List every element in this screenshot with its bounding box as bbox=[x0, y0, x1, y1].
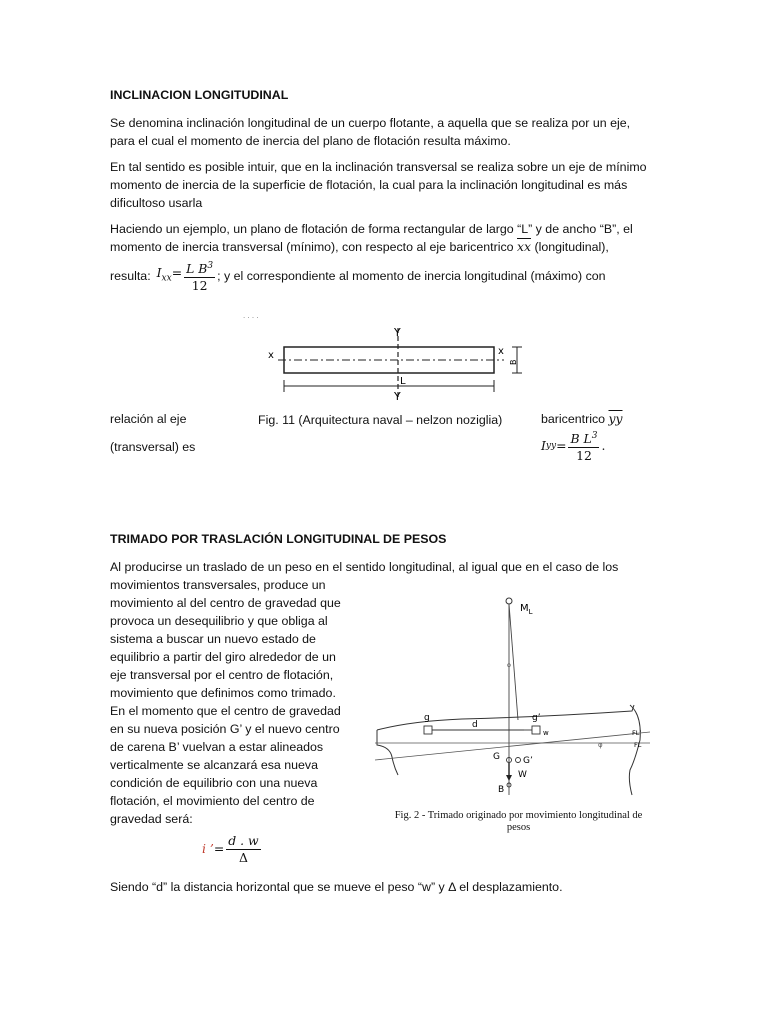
resulta-label: resulta: bbox=[110, 269, 151, 283]
paragraph-transversal: En tal sentido es posible intuir, que en la inclinación transversal se realiza sobre un eje de mínimo momento de inercia de la superficie de flotación, la cual para la inclinación longitudinal es más dificultoso usarla bbox=[110, 160, 647, 210]
fig2-g-prime-label: g’ bbox=[532, 713, 541, 723]
fig11-y-top: Y bbox=[394, 326, 401, 339]
fig2-G-prime-label: G’ bbox=[523, 756, 533, 766]
formula-trim: i ’ = $\frac{d . w}{\Delta}$ bbox=[202, 832, 259, 865]
figure-11-rectangle bbox=[243, 314, 560, 408]
fig11-x-right: x bbox=[498, 346, 504, 357]
trimado-line: movimientos transversales, produce un bbox=[110, 578, 326, 592]
fig2-d-label: d bbox=[472, 720, 478, 730]
fig2-weight-initial bbox=[424, 726, 432, 734]
fig11-x-left: x bbox=[268, 350, 274, 361]
fig2-fl-label: FL bbox=[634, 741, 642, 749]
fig2-ml-point bbox=[506, 598, 512, 604]
relacion-label: relación al eje bbox=[110, 412, 187, 426]
fig2-angle-mark: φ bbox=[507, 662, 511, 669]
fig2-ml-label: $M_L$ bbox=[520, 603, 533, 616]
paragraph-definition-d: Siendo “d” la distancia horizontal que se mueve el peso “w” y Δ el desplazamiento. bbox=[110, 880, 563, 894]
formula-lhs: i ’ bbox=[202, 841, 214, 856]
fig11-artifact: · · · · bbox=[243, 314, 259, 322]
fig11-l-label: L bbox=[400, 376, 406, 387]
trimado-line: En el momento que el centro de gravedad bbox=[110, 704, 341, 718]
trim-fraction: $\frac{d . w}{\Delta}$ bbox=[228, 832, 259, 865]
ixx-suffix: ; y el correspondiente al momento de inercia longitudinal (máximo) con bbox=[217, 269, 606, 283]
trimado-line: eje transversal por el centro de flotación, bbox=[110, 668, 334, 682]
fig2-B-label: B bbox=[498, 785, 505, 795]
figure-11-caption: Fig. 11 (Arquitectura naval – nelzon noziglia) bbox=[258, 413, 503, 427]
iyy-fraction: $\frac{B L^3}{12}$ bbox=[568, 428, 599, 464]
section-title-trimado: TRIMADO POR TRASLACIÓN LONGITUDINAL DE PESOS bbox=[110, 532, 447, 546]
fig2-weight-final bbox=[532, 726, 540, 734]
figure-2-caption: Fig. 2 - Trimado originado por movimiento longitudinal de pesos bbox=[394, 810, 643, 833]
fig2-deck-line bbox=[377, 705, 634, 730]
trimado-line: movimiento que definimos como trimado. bbox=[110, 686, 336, 700]
fig2-bow bbox=[629, 705, 640, 795]
trimado-line: gravedad será: bbox=[110, 812, 193, 826]
trimado-line: condición de equilibrio con una nueva bbox=[110, 776, 318, 790]
fig2-w-small-label: w bbox=[543, 729, 549, 737]
ixx-fraction: $\frac{L B^3}{12}$ bbox=[184, 258, 215, 294]
formula-iyy: I yy = $\frac{B L^3}{12}$ . bbox=[541, 428, 605, 464]
figure-2-trim-diagram bbox=[372, 595, 672, 795]
paragraph-definition: Se denomina inclinación longitudinal de un cuerpo flotante, a aquella que se realiza por un eje, para el cual el momento de inercia del plano de flotación resulta máximo. bbox=[110, 116, 631, 148]
section-title-inclinacion: INCLINACION LONGITUDINAL bbox=[110, 88, 289, 102]
trimado-line: en su nueva posición G’ y el nuevo centro bbox=[110, 722, 340, 736]
paragraph-example bbox=[110, 220, 655, 256]
fig2-g-label: g bbox=[424, 713, 430, 723]
trimado-line: equilibrio a partir del giro alrededor de un bbox=[110, 650, 336, 664]
fig2-stern bbox=[377, 730, 398, 775]
fig2-W-label: W bbox=[518, 770, 527, 780]
trimado-line: de carena B’ vuelvan a estar alineados bbox=[110, 740, 324, 754]
example-text: Haciendo un ejemplo, un plano de flotación de forma rectangular de largo “L” y de ancho “B”, el momento de inercia transversal (mínimo), con respecto al eje baricentrico bbox=[110, 222, 633, 254]
fig2-W-arrowhead bbox=[506, 775, 512, 781]
trimado-line: verticalmente se alcanzará esa nueva bbox=[110, 758, 319, 772]
formula-line-ixx bbox=[110, 258, 670, 294]
trimado-line: flotación, el movimiento del centro de bbox=[110, 794, 315, 808]
trimado-line: provoca un desequilibrio y que obliga al bbox=[110, 614, 328, 628]
trimado-line: movimiento al del centro de gravedad que bbox=[110, 596, 341, 610]
trimado-line: sistema a buscar un nuevo estado de bbox=[110, 632, 316, 646]
transversal-label: (transversal) es bbox=[110, 440, 196, 454]
trimado-first-line: Al producirse un traslado de un peso en el sentido longitudinal, al igual que en el caso de los bbox=[110, 560, 619, 574]
ixx-lhs: $I_{xx}=$ bbox=[156, 265, 183, 284]
fig2-G-label: G bbox=[493, 752, 500, 762]
fig2-fl-prime-line bbox=[375, 732, 650, 760]
example-tail: (longitudinal), bbox=[534, 240, 609, 254]
fig11-y-bottom: Y bbox=[394, 390, 401, 403]
fig2-fl-prime-label: FL’ bbox=[632, 729, 642, 737]
fig11-b-label: B bbox=[509, 359, 518, 365]
trimado-paragraph bbox=[110, 576, 360, 828]
axis-xx: $\overline{xx}$ bbox=[517, 239, 531, 254]
fig2-g-prime-point bbox=[516, 758, 521, 763]
baricentrico-yy: baricentrico $\overline{yy}$ bbox=[541, 411, 623, 426]
fig2-angle-phi: φ bbox=[598, 741, 603, 749]
